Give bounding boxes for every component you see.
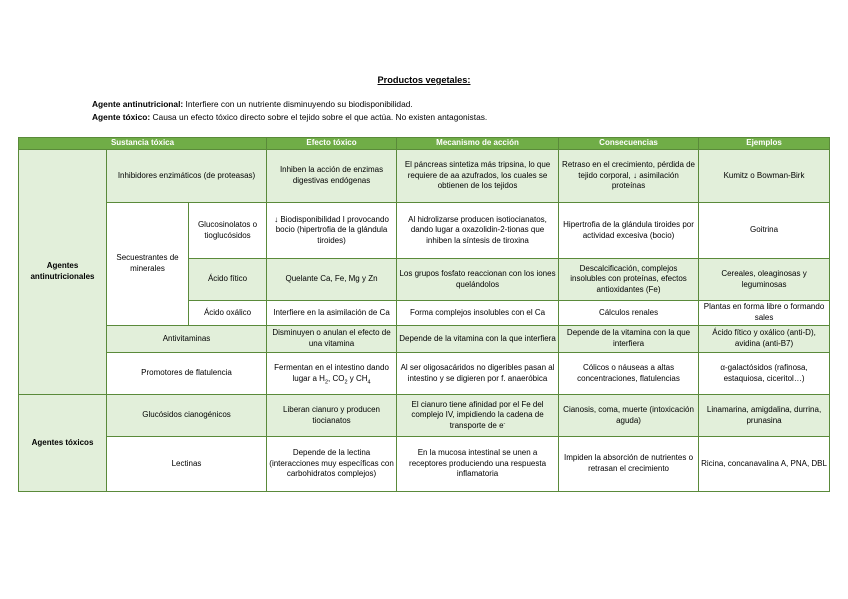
consequences-cell: Cálculos renales — [559, 301, 699, 326]
page-title: Productos vegetales: — [377, 75, 471, 85]
consequences-cell: Retraso en el crecimiento, pérdida de tejido corporal, ↓ asimilación proteínas — [559, 150, 699, 203]
effect-cell: ↓ Biodisponibilidad I provocando bocio (hipertrofia de la glándula tiroides) — [267, 203, 397, 259]
effect-cell: Disminuyen o anulan el efecto de una vitamina — [267, 326, 397, 353]
effect-text: , CO — [328, 373, 345, 383]
antinutritional-text: Interfiere con un nutriente disminuyendo su biodisponibilidad. — [185, 99, 413, 109]
substance-cell: Ácido fítico — [189, 259, 267, 301]
mechanism-cell: Al hidrolizarse producen isotiocianatos, dando lugar a oxazolidin-2-tionas que inhiben la síntesis de tiroxina — [397, 203, 559, 259]
consequences-cell: Descalcificación, complejos insolubles con proteínas, efectos antioxidantes (Fe) — [559, 259, 699, 301]
header-consequences: Consecuencias — [559, 138, 699, 150]
examples-cell: Linamarina, amigdalina, durrina, prunasina — [699, 395, 830, 437]
effect-cell: Interfiere en la asimilación de Ca — [267, 301, 397, 326]
examples-cell: Ricina, concanavalina A, PNA, DBL — [699, 437, 830, 492]
mechanism-cell: Al ser oligosacáridos no digeribles pasan al intestino y se digieren por f. anaeróbica — [397, 353, 559, 395]
table-row — [19, 150, 830, 203]
examples-cell: Ácido fítico y oxálico (anti-D), avidina (anti-B7) — [699, 326, 830, 353]
effect-cell — [267, 353, 397, 395]
mechanism-cell — [397, 395, 559, 437]
toxic-text: Causa un efecto tóxico directo sobre el tejido sobre el que actúa. No existen antagonistas. — [152, 112, 488, 122]
substance-cell: Lectinas — [107, 437, 267, 492]
consequences-cell: Hipertrofia de la glándula tiroides por actividad excesiva (bocio) — [559, 203, 699, 259]
toxic-substances-table — [18, 137, 830, 492]
substance-cell: Ácido oxálico — [189, 301, 267, 326]
effect-text: y CH — [347, 373, 368, 383]
substance-cell: Inhibidores enzimáticos (de proteasas) — [107, 150, 267, 203]
h2-subscript: 2 — [324, 379, 328, 386]
effect-cell: Quelante Ca, Fe, Mg y Zn — [267, 259, 397, 301]
ch4-subscript: 4 — [367, 379, 371, 386]
mechanism-cell: En la mucosa intestinal se unen a receptores produciendo una respuesta inflamatoria — [397, 437, 559, 492]
electron-superscript: - — [503, 420, 506, 427]
effect-cell: Inhiben la acción de enzimas digestivas endógenas — [267, 150, 397, 203]
mechanism-cell: Depende de la vitamina con la que interfiera — [397, 326, 559, 353]
examples-cell: Cereales, oleaginosas y leguminosas — [699, 259, 830, 301]
table-row — [19, 437, 830, 492]
toxic-definition — [92, 112, 487, 122]
header-substance: Sustancia tóxica — [19, 138, 267, 150]
consequences-cell: Cólicos o náuseas a altas concentraciones, flatulencias — [559, 353, 699, 395]
substance-cell: Antivitaminas — [107, 326, 267, 353]
group-sequestrants: Secuestrantes de minerales — [107, 203, 189, 326]
toxic-term: Agente tóxico: — [92, 112, 151, 122]
mechanism-cell: Forma complejos insolubles con el Ca — [397, 301, 559, 326]
group-toxic: Agentes tóxicos — [19, 395, 107, 492]
substance-cell: Glucosinolatos o tioglucósidos — [189, 203, 267, 259]
co2-subscript: 2 — [344, 379, 348, 386]
effect-text: Fermentan en el intestino dando lugar a H — [274, 362, 389, 383]
mechanism-text: El cianuro tiene afinidad por el Fe del complejo IV, impidiendo la cadena de transporte de e — [411, 399, 544, 430]
effect-cell: Depende de la lectina (interacciones muy específicas con carbohidratos complejos) — [267, 437, 397, 492]
substance-cell: Glucósidos cianogénicos — [107, 395, 267, 437]
header-examples: Ejemplos — [699, 138, 830, 150]
antinutritional-definition — [92, 99, 413, 109]
group-antinutritional: Agentes antinutricionales — [19, 150, 107, 395]
consequences-cell: Depende de la vitamina con la que interfiera — [559, 326, 699, 353]
effect-cell: Liberan cianuro y producen tiocianatos — [267, 395, 397, 437]
substance-cell: Promotores de flatulencia — [107, 353, 267, 395]
table-row — [19, 353, 830, 395]
consequences-cell: Impiden la absorción de nutrientes o retrasan el crecimiento — [559, 437, 699, 492]
table-row — [19, 326, 830, 353]
header-mechanism: Mecanismo de acción — [397, 138, 559, 150]
examples-cell: α-galactósidos (rafinosa, estaquiosa, ciceritol…) — [699, 353, 830, 395]
examples-cell: Plantas en forma libre o formando sales — [699, 301, 830, 326]
mechanism-cell: El páncreas sintetiza más tripsina, lo que requiere de aa azufrados, los cuales se obtienen de los tejidos — [397, 150, 559, 203]
consequences-cell: Cianosis, coma, muerte (intoxicación aguda) — [559, 395, 699, 437]
header-effect: Efecto tóxico — [267, 138, 397, 150]
mechanism-cell: Los grupos fosfato reaccionan con los iones quelándolos — [397, 259, 559, 301]
table-row — [19, 395, 830, 437]
antinutritional-term: Agente antinutricional: — [92, 99, 184, 109]
examples-cell: Kumitz o Bowman-Birk — [699, 150, 830, 203]
header-row — [19, 138, 830, 150]
examples-cell: Goitrina — [699, 203, 830, 259]
table-row — [19, 203, 830, 259]
